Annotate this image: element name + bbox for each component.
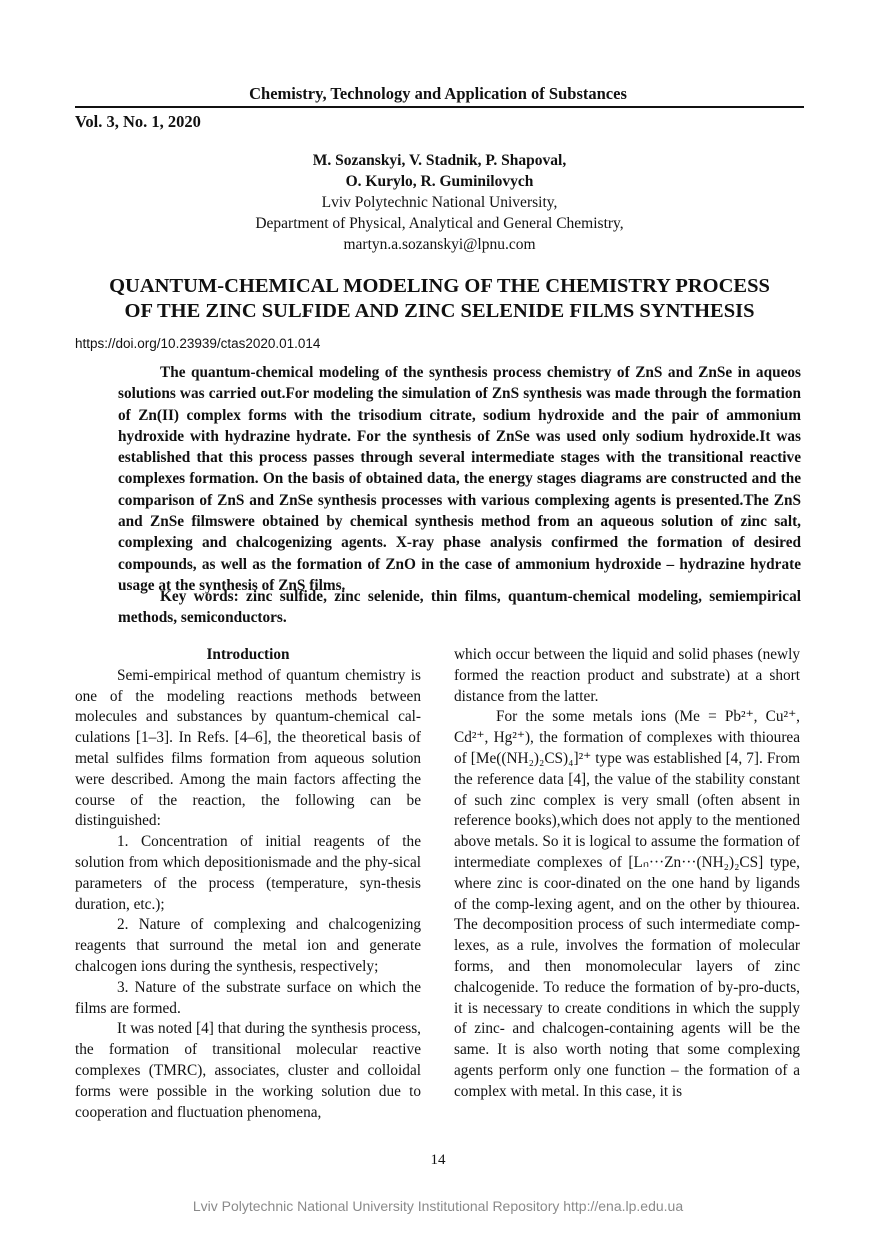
paragraph: For the some metals ions (Me = Pb²⁺, Cu²⁺, Cd²⁺, Hg²⁺), the formation of complexes with thiourea of [Me((NH₂)₂CS)₄]²⁺ type was established [4, 7]. From the reference data [4], the value of the stability constant of such zinc complex is very small (often absent in reference books),which does not apply to the mentioned above metals. So it is logical to assume the formation of intermediate complexes of [Lₙ···Zn···(NH₂)₂CS] type, where zinc is coor-dinated on the one hand by ligands of the comp-lexing agent, and on the other by thiourea. The decomposition process of such intermediate comp-lexes, as a rule, involves the formation of molecular forms, and then monomolecular layers of zinc chalcogenide. To reduce the formation of by-pro-ducts, it is necessary to create conditions in which the supply of zinc- and chalcogen-containing agents will be the same. It is also worth noting that some complexing agents perform only one function – the formation of a complex with metal. In this case, it is [454, 708, 800, 1100]
author-email[interactable]: martyn.a.sozanskyi@lpnu.com [343, 236, 536, 253]
affiliation-2: Department of Physical, Analytical and General Chemistry, [255, 215, 624, 232]
paragraph: 2. Nature of complexing and chalcogenizing reagents that surround the metal ion and generate chalcogen ions during the synthesis, respectively; [75, 916, 421, 975]
authors-line-2: O. Kurylo, R. Guminilovych [345, 173, 534, 190]
volume-info: Vol. 3, No. 1, 2020 [75, 112, 201, 131]
repository-footer: Lviv Polytechnic National University Institutional Repository http://ena.lp.edu.ua [192, 1198, 684, 1214]
section-heading-introduction: Introduction [206, 646, 290, 663]
paper-title [75, 274, 804, 324]
abstract [118, 362, 801, 596]
title-line-2: OF THE ZINC SULFIDE AND ZINC SELENIDE FILMS SYNTHESIS [124, 300, 755, 322]
left-column [75, 645, 421, 1123]
paragraph: It was noted [4] that during the synthesis process, the formation of transitional molecular reactive complexes (TMRC), associates, cluster and colloidal forms were possible in the working solution due to cooperation and fluctuation phenomena, [75, 1020, 421, 1121]
paragraph: 3. Nature of the substrate surface on which the films are formed. [75, 978, 421, 1017]
paragraph: Semi-empirical method of quantum chemistry is one of the modeling reactions methods between molecules and substances by quantum-chemical cal-culations [1–3]. In Refs. [4–6], the theoretical basis of metal sulfides films formation from aqueous solution were described. Among the main factors affecting the course of the reaction, the following can be distinguished: [75, 666, 421, 830]
paragraph: 1. Concentration of initial reagents of the solution from which depositionismade and the phy-sical parameters of the process (temperature, syn-thesis duration, etc.); [75, 833, 421, 913]
author-block [75, 150, 804, 255]
header-rule [75, 106, 804, 108]
keywords: Key words: zinc sulfide, zinc selenide, thin films, quantum-chemical modeling, semiempirical methods, semiconductors. [118, 588, 801, 627]
title-line-1: QUANTUM-CHEMICAL MODELING OF THE CHEMISTRY PROCESS [109, 275, 770, 297]
abstract-text: The quantum-chemical modeling of the synthesis process chemistry of ZnS and ZnSe in aqueos solutions was carried out.For modeling the simulation of ZnS synthesis was made through the formation of Zn(II) complex forms with the trisodium citrate, sodium hydroxide and the pair of ammonium hydroxide with hydrazine hydrate. For the synthesis of ZnSe was used only sodium hydroxide.It was established that this process passes through several intermediate stages with the transitional reactive complexes formation. On the basis of obtained data, the energy stages diagrams are constructed and the comparison of ZnS and ZnSe synthesis processes with various complexing agents is presented.The ZnS and ZnSe filmswere obtained by chemical synthesis method from an aqueous solution of zinc salt, complexing and chalcogenizing agents. X-ray phase analysis confirmed the formation of desired compounds, as well as the formation of ZnO in the case of ammonium hydroxide – hydrazine hydrate usage at the synthesis of ZnS films. [118, 364, 801, 594]
affiliation-1: Lviv Polytechnic National University, [321, 194, 558, 211]
authors-line-1: M. Sozanskyi, V. Stadnik, P. Shapoval, [312, 152, 567, 169]
paragraph: which occur between the liquid and solid phases (newly formed the reaction product and substrate) at a short distance from the latter. [454, 646, 800, 705]
page-number: 14 [430, 1152, 446, 1168]
journal-name: Chemistry, Technology and Application of Substances [249, 84, 627, 103]
right-column [454, 645, 800, 1103]
doi-link[interactable]: https://doi.org/10.23939/ctas2020.01.014 [75, 336, 321, 351]
